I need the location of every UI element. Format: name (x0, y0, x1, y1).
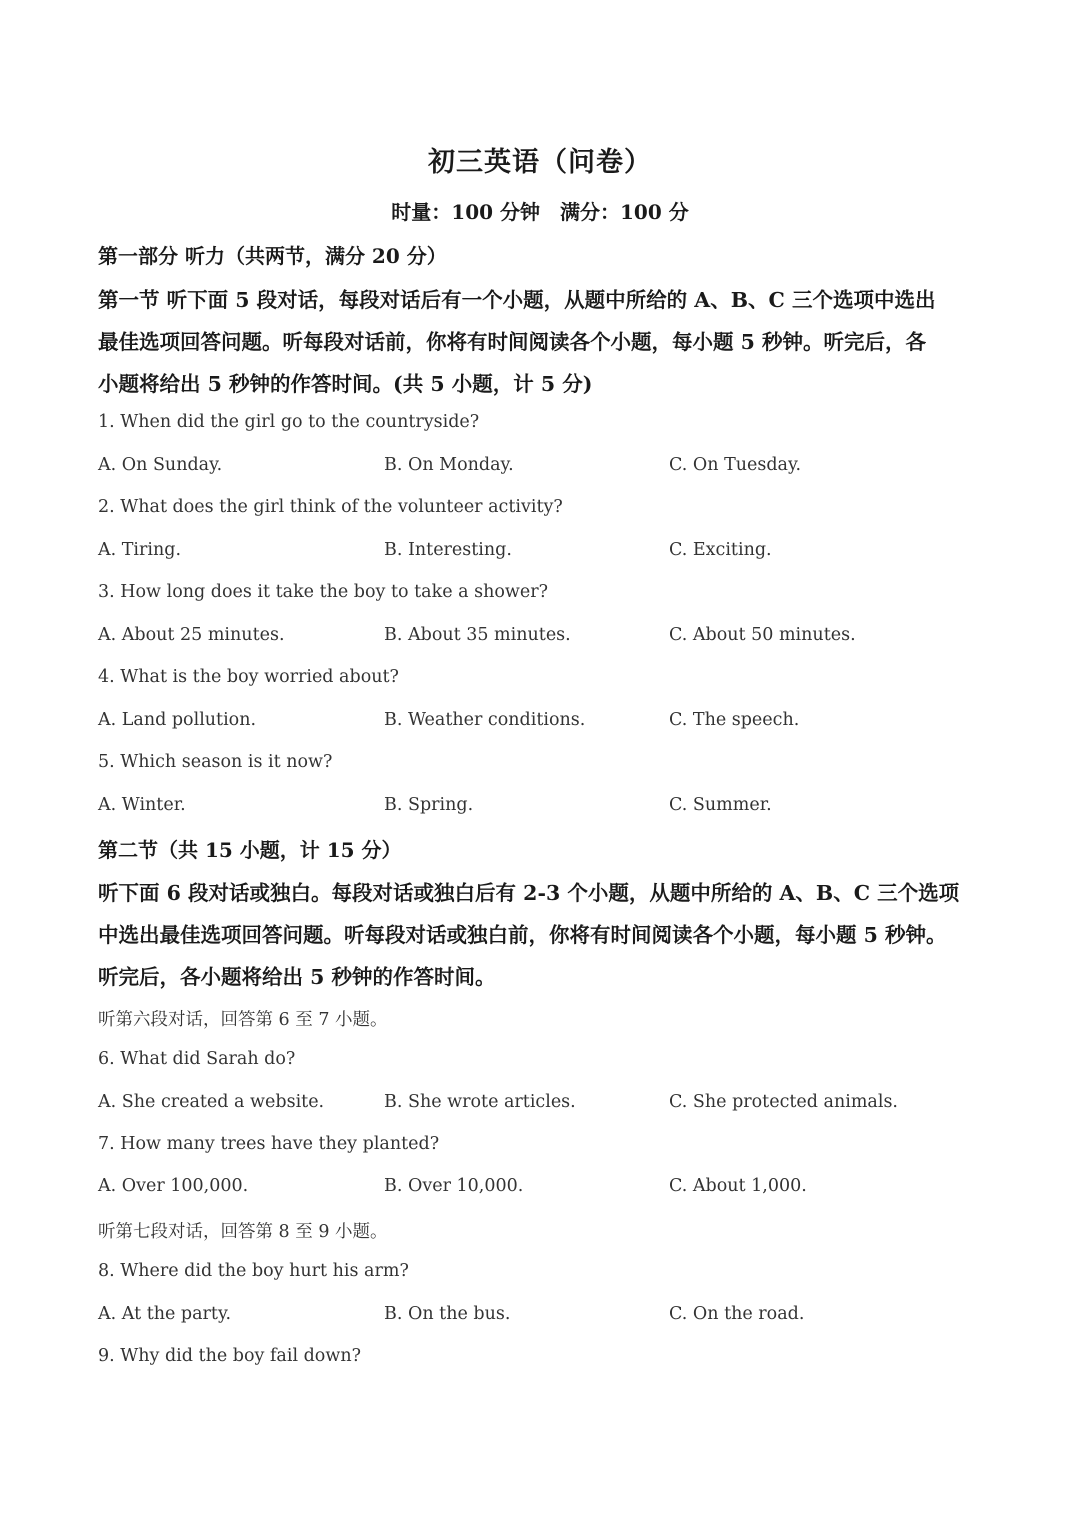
option-c: C. About 50 minutes. (669, 625, 856, 645)
option-b: B. She wrote articles. (384, 1092, 576, 1112)
dialogue-7-note: 听第七段对话，回答第 8 至 9 小题。 (98, 1222, 388, 1242)
section1-instruction-line-3: 小题将给出 5 秒钟的作答时间。(共 5 小题，计 5 分) (98, 372, 593, 396)
question-stem: 8. Where did the boy hurt his arm? (98, 1261, 409, 1281)
option-c: C. The speech. (669, 710, 800, 730)
dialogue-6-note: 听第六段对话，回答第 6 至 7 小题。 (98, 1010, 388, 1030)
option-b: B. Over 10,000. (384, 1176, 524, 1196)
option-a: A. She created a website. (98, 1092, 325, 1112)
option-a: A. Tiring. (98, 540, 182, 560)
option-c: C. Summer. (669, 795, 772, 815)
question-stem: 9. Why did the boy fail down? (98, 1346, 361, 1366)
page-title: 初三英语（问卷） (428, 147, 652, 178)
option-a: A. On Sunday. (98, 455, 223, 475)
question-stem: 5. Which season is it now? (98, 752, 333, 772)
option-b: B. Spring. (384, 795, 474, 815)
option-c: C. Exciting. (669, 540, 772, 560)
option-a: A. Over 100,000. (98, 1176, 249, 1196)
option-b: B. On the bus. (384, 1304, 511, 1324)
question-stem: 6. What did Sarah do? (98, 1049, 296, 1069)
question-stem: 2. What does the girl think of the volunteer activity? (98, 497, 563, 517)
option-b: B. About 35 minutes. (384, 625, 571, 645)
option-b: B. Interesting. (384, 540, 512, 560)
option-a: A. Winter. (98, 795, 186, 815)
section2-heading: 第二节（共 15 小题，计 15 分） (98, 838, 402, 862)
section2-instruction-line-3: 听完后，各小题将给出 5 秒钟的作答时间。 (98, 965, 496, 989)
option-c: C. On Tuesday. (669, 455, 802, 475)
section1-instruction-line-1: 第一节 听下面 5 段对话，每段对话后有一个小题，从题中所给的 A、B、C 三个选项中选出 (98, 288, 936, 312)
option-c: C. On the road. (669, 1304, 805, 1324)
part1-heading: 第一部分 听力（共两节，满分 20 分） (98, 244, 447, 268)
option-b: B. Weather conditions. (384, 710, 586, 730)
exam-time-score: 时量：100 分钟 满分：100 分 (391, 200, 689, 224)
option-a: A. Land pollution. (98, 710, 257, 730)
option-c: C. About 1,000. (669, 1176, 807, 1196)
section2-instruction-line-2: 中选出最佳选项回答问题。听每段对话或独白前，你将有时间阅读各个小题，每小题 5 秒钟。 (98, 923, 947, 947)
question-stem: 7. How many trees have they planted? (98, 1134, 440, 1154)
question-stem: 1. When did the girl go to the countryside? (98, 412, 480, 432)
question-stem: 4. What is the boy worried about? (98, 667, 399, 687)
section1-instruction-line-2: 最佳选项回答问题。听每段对话前，你将有时间阅读各个小题，每小题 5 秒钟。听完后，各 (98, 330, 927, 354)
option-c: C. She protected animals. (669, 1092, 898, 1112)
option-b: B. On Monday. (384, 455, 514, 475)
question-stem: 3. How long does it take the boy to take a shower? (98, 582, 548, 602)
option-a: A. About 25 minutes. (98, 625, 285, 645)
option-a: A. At the party. (98, 1304, 232, 1324)
section2-instruction-line-1: 听下面 6 段对话或独白。每段对话或独白后有 2-3 个小题，从题中所给的 A、B、C 三个选项 (98, 881, 960, 905)
